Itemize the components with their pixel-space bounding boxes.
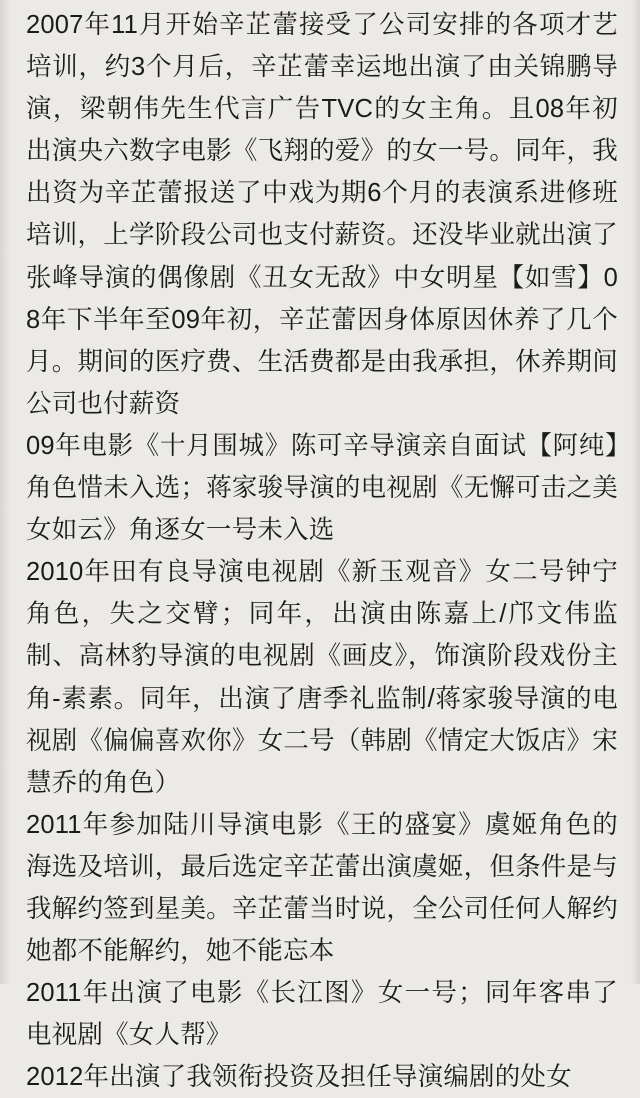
paragraph-5: 2011年出演了电影《长江图》女一号；同年客串了电视剧《女人帮》 <box>26 979 618 1050</box>
paragraph-3: 2010年田有良导演电视剧《新玉观音》女二号钟宁角色，失之交臂；同年，出演由陈嘉上/邝文伟监制、高林豹导演的电视剧《画皮》，饰演阶段戏份主角-素素。同年，出演了唐季礼监制/蒋家骏导演的电视剧《偏偏喜欢你》女二号（韩剧《情定大饭店》宋慧乔的角色） <box>26 558 618 797</box>
paragraph-4: 2011年参加陆川导演电影《王的盛宴》虞姬角色的海选及培训，最后选定辛芷蕾出演虞姬，但条件是与我解约签到星美。辛芷蕾当时说，全公司任何人解约她都不能解约，她不能忘本 <box>26 810 618 966</box>
page-left-edge-shading <box>0 0 12 984</box>
page-right-edge-shading <box>630 0 640 984</box>
article-text-body <box>26 4 618 1092</box>
paragraph-1: 2007年11月开始辛芷蕾接受了公司安排的各项才艺培训，约3个月后，辛芷蕾幸运地出演了由关锦鹏导演，梁朝伟先生代言广告TVC的女主角。且08年初出演央六数字电影《飞翔的爱》的女一号。同年，我出资为辛芷蕾报送了中戏为期6个月的表演系进修班培训，上学阶段公司也支付薪资。还没毕业就出演了张峰导演的偶像剧《丑女无敌》中女明星【如雪】08年下半年至09年初，辛芷蕾因身体原因休养了几个月。期间的医疗费、生活费都是由我承担，休养期间公司也付薪资 <box>26 11 618 418</box>
paragraph-2: 09年电影《十月围城》陈可辛导演亲自面试【阿纯】角色惜未入选；蒋家骏导演的电视剧《无懈可击之美女如云》角逐女一号未入选 <box>26 431 618 545</box>
paragraph-6: 2012年出演了我领衔投资及担任导演编剧的处女 <box>26 1063 572 1092</box>
